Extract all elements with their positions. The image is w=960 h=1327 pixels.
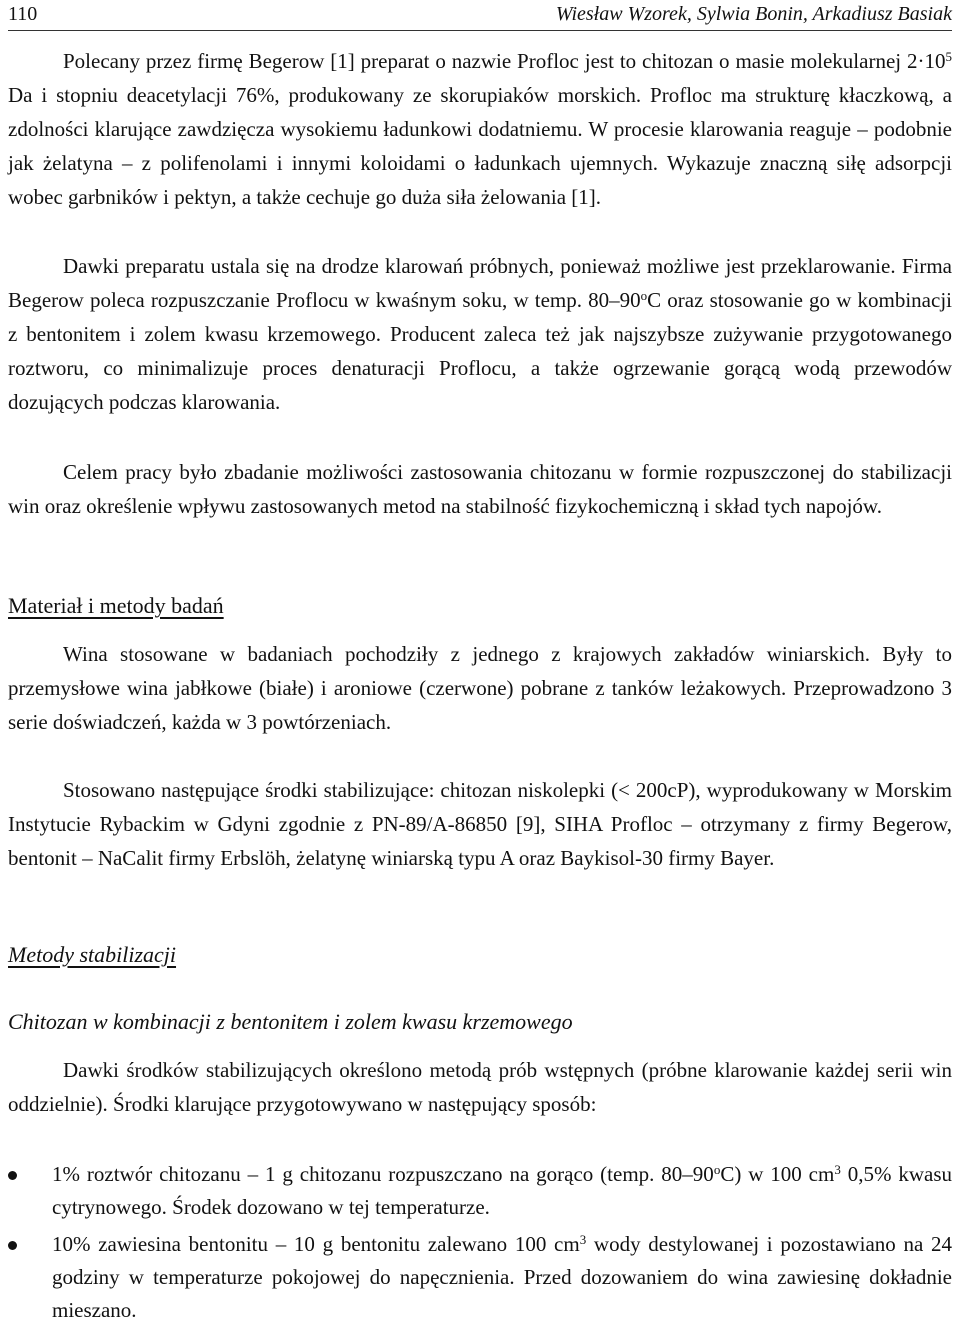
intro-paragraph-2: [8, 249, 952, 419]
degree-superscript: o: [640, 287, 648, 303]
page-number: 110: [8, 3, 38, 25]
stabilization-paragraph: Dawki środków stabilizujących określono metodą prób wstępnych (próbne klarowanie każdej serii win oddzielnie). Środki klarujące przygotowywano w następujący sposób:: [8, 1058, 952, 1117]
running-header: [8, 0, 952, 31]
bullet-1-text-c: 0,5% kwasu cytrynowego. Środek dozowano w tej temperaturze.: [52, 1162, 952, 1219]
intro-p2-text-b: C oraz stosowanie go w kombinacji z bentonitem i zolem kwasu krzemowego. Producent zaleca też jak najszybsze zużywanie przygotowanego roztworu, co minimalizuje proces denaturacji Proflocu, a także ogrzewanie gorącą wodą przewodów dozujących podczas klarowania.: [8, 288, 952, 415]
subsubsection-heading: Chitozan w kombinacji z bentonitem i zolem kwasu krzemowego: [8, 1009, 573, 1034]
list-item: [8, 1158, 952, 1224]
methods-paragraph-1: Wina stosowane w badaniach pochodziły z jednego z krajowych zakładów winiarskich. Były to przemysłowe wina jabłkowe (białe) i aroniowe (czerwone) pobrane z tanków leżakowych. Przeprowadzono 3 serie doświadczeń, każda w 3 powtórzeniach.: [8, 642, 952, 735]
bullet-1-text-a: 1% roztwór chitozanu – 1 g chitozanu rozpuszczano na gorąco (temp. 80–90: [52, 1162, 714, 1186]
exponent-superscript: 5: [945, 48, 952, 64]
preparation-list: [8, 1158, 952, 1327]
bullet-2-text-b: wody destylowanej i pozostawiano na 24 godziny w temperaturze pokojowej do napęcznienia. Przed dozowaniem do wina zawiesinę dokładnie mieszano.: [52, 1232, 953, 1322]
subsection-heading: Metody stabilizacji: [8, 942, 177, 967]
intro-paragraph-3: Celem pracy było zbadanie możliwości zastosowania chitozanu w formie rozpuszczonej do stabilizacji win oraz określenie wpływu zastosowanych metod na stabilność fizykochemiczną i skład tych napojów.: [8, 460, 952, 519]
bullet-icon: [8, 1241, 17, 1250]
intro-paragraph-1: [8, 44, 952, 214]
header-authors: Wiesław Wzorek, Sylwia Bonin, Arkadiusz Basiak: [555, 3, 952, 25]
intro-p1-text-a: Polecany przez firmę Begerow [1] preparat o nazwie Profloc jest to chitozan o masie molekularnej 2·10: [63, 49, 946, 73]
section-heading: Materiał i metody badań: [8, 593, 224, 618]
bullet-icon: [8, 1171, 17, 1180]
cubic-superscript: 3: [834, 1161, 841, 1177]
bullet-2-text-a: 10% zawiesina bentonitu – 10 g bentonitu zalewano 100 cm: [52, 1232, 580, 1256]
degree-superscript: o: [713, 1161, 721, 1177]
methods-paragraph-2: Stosowano następujące środki stabilizujące: chitozan niskolepki (< 200cP), wyprodukowany w Morskim Instytucie Rybackim w Gdyni zgodnie z PN-89/A-86850 [9], SIHA Profloc – otrzymany z firmy Begerow, bentonit – NaCalit firmy Erbslöh, żelatynę winiarską typu A oraz Baykisol-30 firmy Bayer.: [8, 778, 952, 871]
cubic-superscript: 3: [579, 1231, 587, 1247]
intro-p1-text-b: Da i stopniu deacetylacji 76%, produkowany ze skorupiaków morskich. Profloc ma strukturę kłaczkową, a zdolności klarujące zawdzięcza wysokiemu ładunkowi dodatniemu. W procesie klarowania reaguje – podobnie jak żelatyna – z polifenolami i innymi koloidami o ładunkach ujemnych. Wykazuje znaczną siłę adsorpcji wobec garbników i pektyn, a także cechuje go duża siła żelowania [1].: [8, 83, 952, 210]
bullet-1-text-b: C) w 100 cm: [720, 1162, 835, 1186]
intro-p2-text-a: Dawki preparatu ustala się na drodze klarowań próbnych, ponieważ możliwe jest przeklarowanie. Firma Begerow poleca rozpuszczanie Proflocu w kwaśnym soku, w temp. 80–90: [8, 254, 952, 313]
list-item: [8, 1228, 952, 1327]
